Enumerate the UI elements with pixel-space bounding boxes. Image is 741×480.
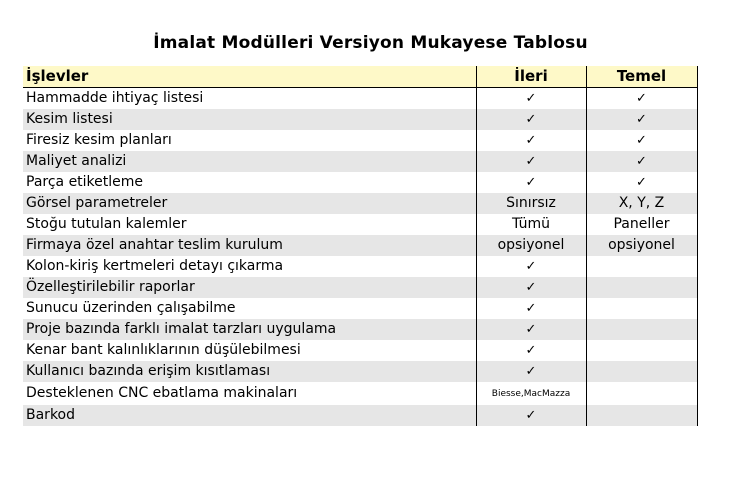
table-row [23, 193, 697, 214]
check-icon: ✓ [525, 408, 537, 423]
table-row [23, 361, 697, 382]
temel-cell [586, 277, 697, 298]
feature-cell [23, 130, 476, 151]
cell-text: Sınırsız [506, 195, 556, 211]
feature-label: Proje bazında farklı imalat tarzları uygulama [26, 321, 337, 337]
temel-cell [586, 172, 697, 193]
feature-cell [23, 214, 476, 235]
check-icon: ✓ [636, 133, 647, 148]
feature-cell [23, 172, 476, 193]
header-ileri: İleri [476, 66, 586, 88]
check-icon: ✓ [636, 175, 647, 190]
temel-cell [586, 405, 697, 426]
table-row [23, 109, 697, 130]
temel-cell [586, 109, 697, 130]
ileri-cell [476, 340, 586, 361]
check-icon: ✓ [636, 154, 647, 169]
check-icon: ✓ [525, 280, 537, 295]
check-icon: ✓ [525, 91, 537, 106]
check-icon: ✓ [525, 322, 537, 337]
ileri-cell [476, 319, 586, 340]
feature-label: Firesiz kesim planları [26, 132, 172, 148]
check-icon: ✓ [525, 343, 537, 358]
table-row [23, 405, 697, 426]
cell-text: opsiyonel [608, 237, 675, 253]
temel-cell [586, 214, 697, 235]
table-row [23, 340, 697, 361]
temel-cell [586, 298, 697, 319]
feature-cell [23, 235, 476, 256]
check-icon: ✓ [636, 112, 647, 127]
ileri-cell [476, 298, 586, 319]
cell-text: Tümü [511, 216, 550, 232]
check-icon: ✓ [525, 133, 537, 148]
feature-cell [23, 256, 476, 277]
feature-label: Barkod [26, 407, 75, 423]
ileri-cell [476, 256, 586, 277]
table-row [23, 88, 697, 110]
ileri-cell [476, 277, 586, 298]
feature-label: Kolon-kiriş kertmeleri detayı çıkarma [26, 258, 284, 274]
temel-cell [586, 256, 697, 277]
ileri-cell [476, 235, 586, 256]
check-icon: ✓ [525, 154, 537, 169]
table-header-row [23, 66, 697, 88]
table-row [23, 130, 697, 151]
temel-cell [586, 361, 697, 382]
ileri-cell [476, 172, 586, 193]
feature-label: Firmaya özel anahtar teslim kurulum [26, 237, 283, 253]
feature-label: Maliyet analizi [26, 153, 127, 169]
feature-cell [23, 298, 476, 319]
feature-cell [23, 405, 476, 426]
cell-text: X, Y, Z [618, 195, 665, 211]
temel-cell [586, 235, 697, 256]
feature-cell [23, 88, 476, 110]
ileri-cell [476, 151, 586, 172]
check-icon: ✓ [525, 364, 537, 379]
check-icon: ✓ [525, 112, 537, 127]
feature-cell [23, 193, 476, 214]
feature-label: Kenar bant kalınlıklarının düşülebilmesi [26, 342, 301, 358]
table-row [23, 235, 697, 256]
feature-label: Görsel parametreler [26, 195, 168, 211]
feature-label: Özelleştirilebilir raporlar [26, 279, 195, 295]
temel-cell [586, 319, 697, 340]
ileri-cell [476, 361, 586, 382]
page-title: İmalat Modülleri Versiyon Mukayese Tablosu [153, 33, 588, 53]
ileri-cell [476, 382, 586, 405]
ileri-cell [476, 214, 586, 235]
table-row [23, 298, 697, 319]
feature-cell [23, 382, 476, 405]
temel-cell [586, 88, 697, 110]
feature-cell [23, 109, 476, 130]
ileri-cell [476, 405, 586, 426]
feature-label: Desteklenen CNC ebatlama makinaları [26, 385, 298, 401]
header-temel: Temel [586, 66, 697, 88]
feature-label: Sunucu üzerinden çalışabilme [26, 300, 236, 316]
temel-cell [586, 340, 697, 361]
feature-cell [23, 340, 476, 361]
table-row [23, 319, 697, 340]
check-icon: ✓ [636, 91, 647, 106]
feature-label: Parça etiketleme [26, 174, 144, 190]
table-row [23, 214, 697, 235]
feature-label: Kullanıcı bazında erişim kısıtlaması [26, 363, 271, 379]
temel-cell [586, 193, 697, 214]
table-row [23, 172, 697, 193]
cell-text: Paneller [613, 216, 670, 232]
cell-text: Biesse,MacMazza [491, 389, 571, 399]
ileri-cell [476, 88, 586, 110]
feature-cell [23, 319, 476, 340]
comparison-table [23, 66, 698, 426]
feature-cell [23, 151, 476, 172]
table-row [23, 256, 697, 277]
feature-label: Stoğu tutulan kalemler [26, 216, 187, 232]
feature-cell [23, 277, 476, 298]
check-icon: ✓ [525, 175, 537, 190]
temel-cell [586, 382, 697, 405]
feature-label: Hammadde ihtiyaç listesi [26, 90, 204, 106]
temel-cell [586, 130, 697, 151]
temel-cell [586, 151, 697, 172]
ileri-cell [476, 130, 586, 151]
table-body [23, 88, 697, 427]
header-features: İşlevler [23, 66, 476, 88]
feature-label: Kesim listesi [26, 111, 113, 127]
table-row [23, 382, 697, 405]
ileri-cell [476, 193, 586, 214]
table-row [23, 151, 697, 172]
ileri-cell [476, 109, 586, 130]
check-icon: ✓ [525, 259, 537, 274]
cell-text: opsiyonel [497, 237, 565, 253]
feature-cell [23, 361, 476, 382]
table-row [23, 277, 697, 298]
check-icon: ✓ [525, 301, 537, 316]
